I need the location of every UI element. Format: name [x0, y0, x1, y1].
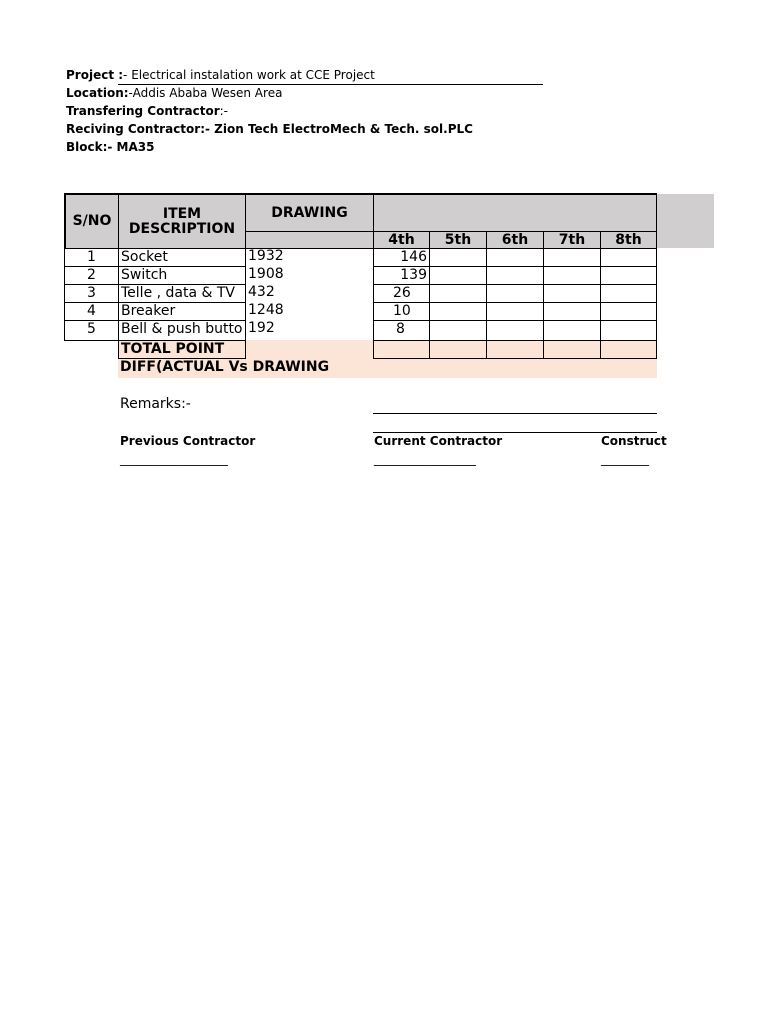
current-signature-line: _________________	[374, 452, 476, 466]
transfering-label: Transfering Contractor	[66, 104, 220, 118]
row-floor-6th	[486, 320, 544, 341]
total-floor-5th	[429, 340, 487, 359]
row-floor-4th: 146	[373, 248, 430, 267]
row-item: Breaker	[118, 302, 246, 321]
receiving-line	[66, 120, 473, 138]
row-drawing: 1908	[248, 266, 284, 282]
row-floor-7th	[543, 302, 601, 321]
header-drawing: DRAWING	[245, 194, 374, 232]
diff-row: DIFF(ACTUAL Vs DRAWING	[118, 359, 657, 378]
row-item: Switch	[118, 266, 246, 285]
row-floor-4th: 8	[373, 320, 430, 341]
location-label: Location:	[66, 86, 129, 100]
row-sno: 3	[64, 284, 119, 303]
row-floor-5th	[429, 266, 487, 285]
receiving-label: Reciving Contractor:- Zion Tech ElectroMech & Tech. sol.PLC	[66, 122, 473, 136]
row-drawing: 1932	[248, 248, 284, 264]
header-sno: S/NO	[64, 194, 119, 249]
row-sno: 5	[64, 320, 119, 341]
header-floors-group	[373, 194, 657, 232]
header-floor-6th: 6th	[486, 231, 544, 249]
block-line	[66, 138, 154, 156]
total-floor-7th	[543, 340, 601, 359]
transfering-line	[66, 102, 228, 120]
row-drawing: 192	[248, 320, 275, 336]
row-floor-7th	[543, 266, 601, 285]
row-floor-5th	[429, 248, 487, 267]
header-floor-5th: 5th	[429, 231, 487, 249]
row-floor-8th	[600, 302, 657, 321]
row-floor-7th	[543, 284, 601, 303]
row-sno: 1	[64, 248, 119, 267]
transfering-value: :-	[219, 104, 229, 118]
total-point-label: TOTAL POINT	[118, 340, 246, 360]
project-value: - Electrical instalation work at CCE Project	[123, 68, 375, 82]
previous-signature-line: __________________	[120, 452, 228, 466]
previous-contractor-label: Previous Contractor	[120, 434, 256, 448]
row-floor-5th	[429, 320, 487, 341]
header-item-description: ITEM DESCRIPTION	[118, 194, 246, 249]
row-floor-7th	[543, 320, 601, 341]
row-floor-4th: 26	[373, 284, 430, 303]
location-value: -Addis Ababa Wesen Area	[128, 86, 283, 100]
row-floor-8th	[600, 266, 657, 285]
row-floor-7th	[543, 248, 601, 267]
remarks-label: Remarks:-	[120, 396, 191, 412]
header-floor-4th: 4th	[373, 231, 430, 249]
project-line	[66, 66, 375, 84]
construction-signature-line: ________	[601, 452, 649, 466]
row-floor-6th	[486, 284, 544, 303]
row-floor-8th	[600, 320, 657, 341]
row-floor-5th	[429, 302, 487, 321]
header-floor-8th: 8th	[600, 231, 657, 249]
row-floor-6th	[486, 266, 544, 285]
row-floor-8th	[600, 248, 657, 267]
row-floor-8th	[600, 284, 657, 303]
row-floor-6th	[486, 248, 544, 267]
row-floor-5th	[429, 284, 487, 303]
row-floor-6th	[486, 302, 544, 321]
total-floor-8th	[600, 340, 657, 359]
construction-label: Construct	[601, 434, 667, 448]
row-floor-4th: 139	[373, 266, 430, 285]
total-floor-4th	[373, 340, 430, 359]
row-sno: 2	[64, 266, 119, 285]
project-label: Project :	[66, 68, 124, 82]
row-item: Telle , data & TV	[118, 284, 246, 303]
remarks-line-1	[373, 413, 657, 414]
total-floor-6th	[486, 340, 544, 359]
header-drawing-sub	[245, 231, 374, 249]
location-line	[66, 84, 282, 102]
remarks-line-2	[373, 432, 657, 433]
row-sno: 4	[64, 302, 119, 321]
block-label: Block:- MA35	[66, 140, 155, 154]
row-drawing: 432	[248, 284, 275, 300]
current-contractor-label: Current Contractor	[374, 434, 503, 448]
row-drawing: 1248	[248, 302, 284, 318]
row-floor-4th: 10	[373, 302, 430, 321]
row-item: Bell & push butto	[118, 320, 246, 341]
row-item: Socket	[118, 248, 246, 267]
header-floor-7th: 7th	[543, 231, 601, 249]
